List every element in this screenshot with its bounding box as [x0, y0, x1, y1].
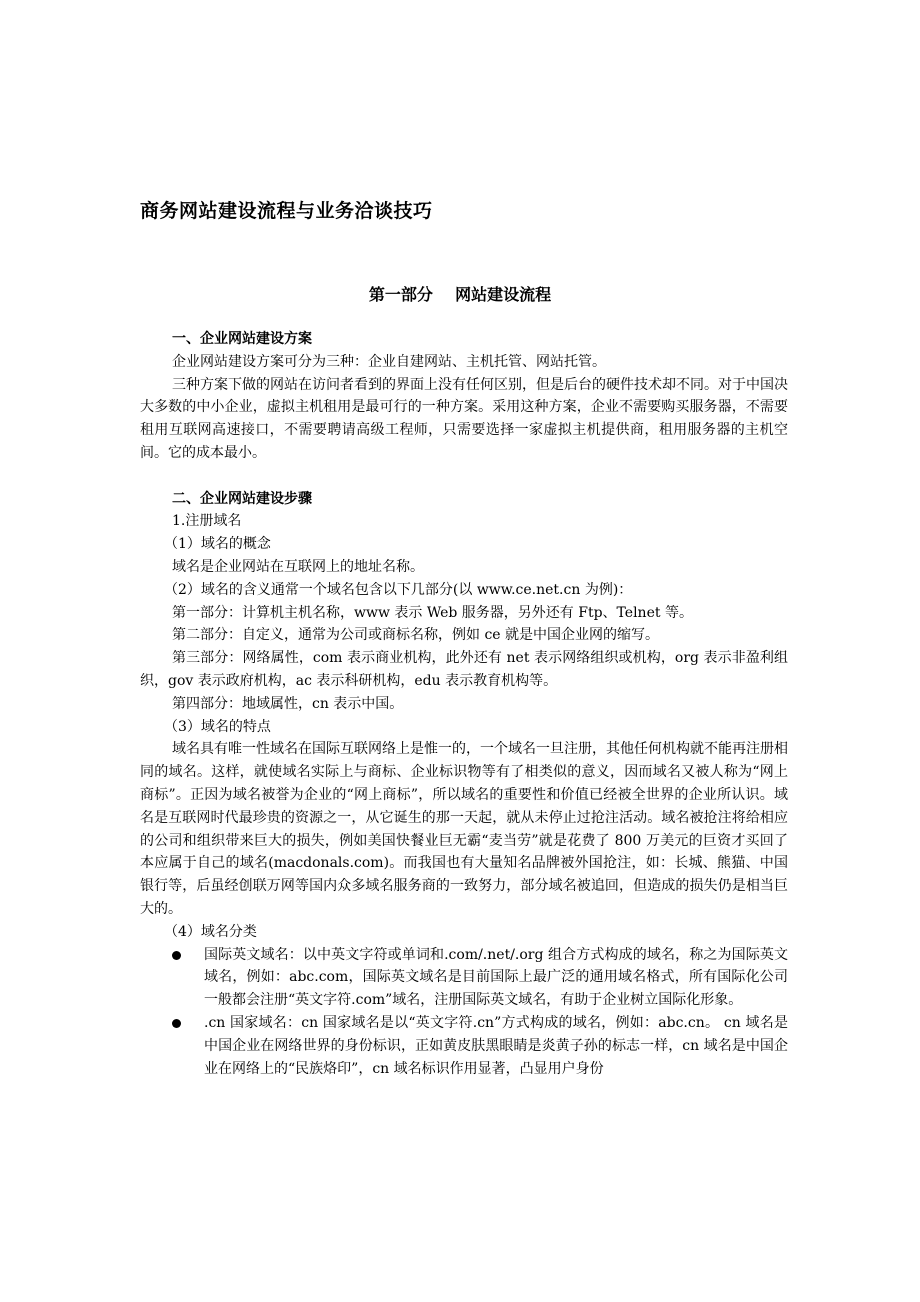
document-title: 商务网站建设流程与业务洽谈技巧 — [140, 200, 433, 222]
part-title: 第一部分 网站建设流程 — [368, 285, 552, 304]
spacer — [140, 465, 788, 488]
subheading-features: （3）域名的特点 — [164, 718, 271, 735]
domain-part: 第四部分：地域属性，cn 表示中国。 — [172, 695, 404, 712]
domain-part: 第二部分：自定义，通常为公司或商标名称，例如 ce 就是中国企业网的缩写。 — [172, 627, 660, 644]
subheading-classification: （4）域名分类 — [164, 923, 257, 940]
bullet-icon — [172, 951, 181, 960]
list-item-text: .cn 国家域名：cn 国家域名是以“英文字符.cn”方式构成的域名，例如：abc.cn。 cn 域名是中国企业在网络世界的身份标识，正如黄皮肤黑眼睛是炎黄子孙的标志一样，cn 域名是中国企业在网络上的“民族烙印”，cn 域名标识作用显著，凸显用户身份 — [204, 1014, 788, 1077]
subheading-meaning: （2）域名的含义通常一个域名包含以下几部分(以 www.ce.net.cn 为例)： — [164, 581, 633, 598]
paragraph: 域名具有唯一性域名在国际互联网络上是惟一的，一个域名一旦注册，其他任何机构就不能再注册相同的域名。这样，就使域名实际上与商标、企业标识物等有了相类似的意义，因而域名又被人称为“网上商标”。正因为域名被誉为企业的“网上商标”，所以域名的重要性和价值已经被全世界的企业所认识。域名是互联网时代最珍贵的资源之一，从它诞生的那一天起，就从未停止过抢注活动。域名被抢注将给相应的公司和组织带来巨大的损失，例如美国快餐业巨无霸“麦当劳”就是花费了 800 万美元的巨资才买回了本应属于自己的域名(macdonals.com)。而我国也有大量知名品牌被外国抢注，如：长城、熊猫、中国银行等，后虽经创联万网等国内众多域名服务商的一致努力，部分域名被追回，但造成的损失仍是相当巨大的。 — [140, 741, 788, 917]
list-item-text: 国际英文域名：以中英文字符或单词和.com/.net/.org 组合方式构成的域名，称之为国际英文域名，例如：abc.com，国际英文域名是目前国际上最广泛的通用域名格式，所有国际化公司一般都会注册“英文字符.com”域名，注册国际英文域名，有助于企业树立国际化形象。 — [204, 946, 788, 1009]
document-body — [140, 328, 788, 1080]
subheading-concept: （1）域名的概念 — [164, 536, 271, 553]
domain-part: 第三部分：网络属性，com 表示商业机构，此外还有 net 表示网络组织或机构，org 表示非盈利组织，gov 表示政府机构，ac 表示科研机构，edu 表示教育机构等。 — [140, 650, 788, 689]
list-item — [140, 944, 788, 1012]
paragraph: 域名是企业网站在互联网上的地址名称。 — [172, 558, 424, 575]
domain-part: 第一部分：计算机主机名称，www 表示 Web 服务器，另外还有 Ftp、Telnet 等。 — [172, 604, 693, 621]
paragraph: 企业网站建设方案可分为三种：企业自建网站、主机托管、网站托管。 — [172, 353, 606, 370]
paragraph: 三种方案下做的网站在访问者看到的界面上没有任何区别，但是后台的硬件技术却不同。对于中国决大多数的中小企业，虚拟主机租用是最可行的一种方案。采用这种方案，企业不需要购买服务器，不需要租用互联网高速接口，不需要聘请高级工程师，只需要选择一家虚拟主机提供商，租用服务器的主机空间。它的成本最小。 — [140, 376, 788, 461]
section-heading-1: 一、企业网站建设方案 — [172, 331, 312, 347]
step-heading: 1.注册域名 — [172, 513, 242, 530]
bullet-icon — [172, 1019, 181, 1028]
section-heading-2: 二、企业网站建设步骤 — [172, 490, 312, 507]
bullet-list — [140, 944, 788, 1081]
list-item — [140, 1012, 788, 1080]
